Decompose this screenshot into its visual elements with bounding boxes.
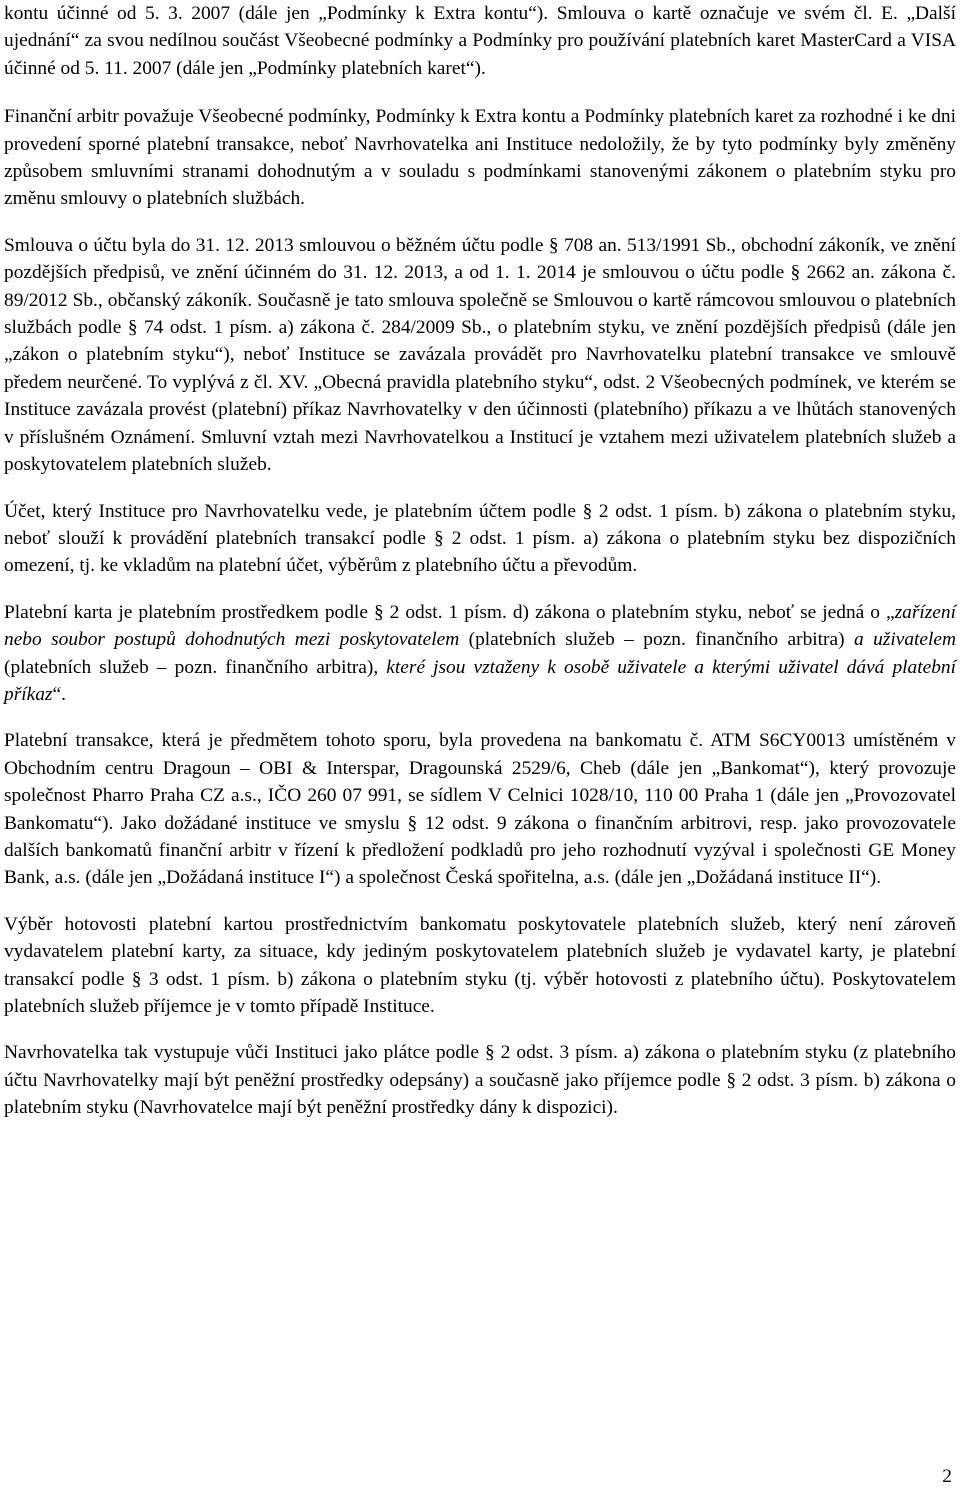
paragraph-4: Účet, který Instituce pro Navrhovatelku vede, je platebním účtem podle § 2 odst. 1 písm. b) zákona o platebním styku, neboť slouží k provádění platebních transakcí podle § 2 odst. 1 písm. a) zákona o platebním styku bez dispozičních omezení, tj. ke vkladům na platební účet, výběrům z platebního účtu a převodům. <box>4 500 956 577</box>
paragraph-5-text-2: (platebních služeb – pozn. finančního arbitra) <box>459 629 854 651</box>
paragraph-5-text-3: (platebních služeb – pozn. finančního arbitra), <box>4 656 387 678</box>
paragraph-5-italic-2: a uživatelem <box>853 629 957 651</box>
paragraph-1: kontu účinné od 5. 3. 2007 (dále jen „Podmínky k Extra kontu“). Smlouva o kartě označuje ve svém čl. E. „Další ujednání“ za svou nedílnou součást Všeobecné podmínky a Podmínky pro používání platebních karet MasterCard a VISA účinné od 5. 11. 2007 (dále jen „Podmínky platebních karet“). <box>4 3 956 79</box>
paragraph-5-italic-3: které jsou vztaženy k osobě uživatele a kterými uživatel dává platební příkaz <box>4 656 957 705</box>
paragraph-7: Výběr hotovosti platební kartou prostřednictvím bankomatu poskytovatele platebních služeb, který není zároveň vydavatelem platební karty, za situace, kdy jediným poskytovatelem platebních služeb je vydavatel karty, je platební transakcí podle § 3 odst. 1 písm. b) zákona o platebním styku (tj. výběr hotovosti z platebního účtu). Poskytovatelem platebních služeb příjemce je v tomto případě Instituce. <box>4 913 956 1017</box>
paragraph-8: Navrhovatelka tak vystupuje vůči Instituci jako plátce podle § 2 odst. 3 písm. a) zákona o platebním styku (z platebního účtu Navrhovatelky mají být peněžní prostředky odepsány) a současně jako příjemce podle § 2 odst. 3 písm. b) zákona o platebním styku (Navrhovatelce mají být peněžní prostředky dány k dispozici). <box>4 1042 956 1119</box>
paragraph-5-italic-1: zařízení nebo soubor postupů dohodnutých mezi poskytovatelem <box>4 601 956 651</box>
page-number: 2 <box>942 1466 952 1487</box>
paragraph-3: Smlouva o účtu byla do 31. 12. 2013 smlouvou o běžném účtu podle § 708 an. 513/1991 Sb., obchodní zákoník, ve znění pozdějších předpisů, ve znění účinném do 31. 12. 2013, a od 1. 1. 2014 je smlouvou o účtu podle § 2662 an. zákona č. 89/2012 Sb., občanský zákoník. Současně je tato smlouva společně se Smlouvou o kartě rámcovou smlouvou o platebních službách podle § 74 odst. 1 písm. a) zákona č. 284/2009 Sb., o platebním styku, ve znění pozdějších předpisů (dále jen „zákon o platebním styku“), neboť Instituce se zavázala provádět pro Navrhovatelku platební transakce ve smlouvě předem neurčené. To vyplývá z čl. XV. „Obecná pravidla platebního styku“, odst. 2 Všeobecných podmínek, ve kterém se Instituce zavázala provést (platební) příkaz Navrhovatelky v den účinnosti (platebního) příkazu a ve lhůtách stanovených v příslušném Oznámení. Smluvní vztah mezi Navrhovatelkou a Institucí je vztahem mezi uživatelem platebních služeb a poskytovatelem platebních služeb. <box>4 234 956 476</box>
paragraph-5 <box>4 599 956 709</box>
paragraph-5-text: Platební karta je platebním prostředkem podle § 2 odst. 1 písm. d) zákona o platebním styku, neboť se jedná o „ <box>4 601 895 623</box>
paragraph-6: Platební transakce, která je předmětem tohoto sporu, byla provedena na bankomatu č. ATM S6CY0013 umístěném v Obchodním centru Dragoun – OBI & Interspar, Dragounská 2529/6, Cheb (dále jen „Bankomat“), který provozuje společnost Pharro Praha CZ a.s., IČO 260 07 991, se sídlem V Celnici 1028/10, 110 00 Praha 1 (dále jen „Provozovatel Bankomatu“). Jako dožádané instituce ve smyslu § 12 odst. 9 zákona o finančním arbitrovi, resp. jako provozovatele dalších bankomatů finanční arbitr v řízení k předložení podkladů pro jeho rozhodnutí vyzýval i společnosti GE Money Bank, a.s. (dále jen „Dožádaná instituce I“) a společnost Česká spořitelna, a.s. (dále jen „Dožádaná instituce II“). <box>4 730 956 889</box>
paragraph-5-text-4: “. <box>52 683 66 705</box>
paragraph-2: Finanční arbitr považuje Všeobecné podmínky, Podmínky k Extra kontu a Podmínky platebních karet za rozhodné i ke dni provedení sporné platební transakce, neboť Navrhovatelka ani Instituce nedoložily, že by tyto podmínky byly změněny způsobem smluvními stranami dohodnutým a v souladu s podmínkami stanovenými zákonem o platebním styku pro změnu smlouvy o platebních službách. <box>4 106 956 210</box>
